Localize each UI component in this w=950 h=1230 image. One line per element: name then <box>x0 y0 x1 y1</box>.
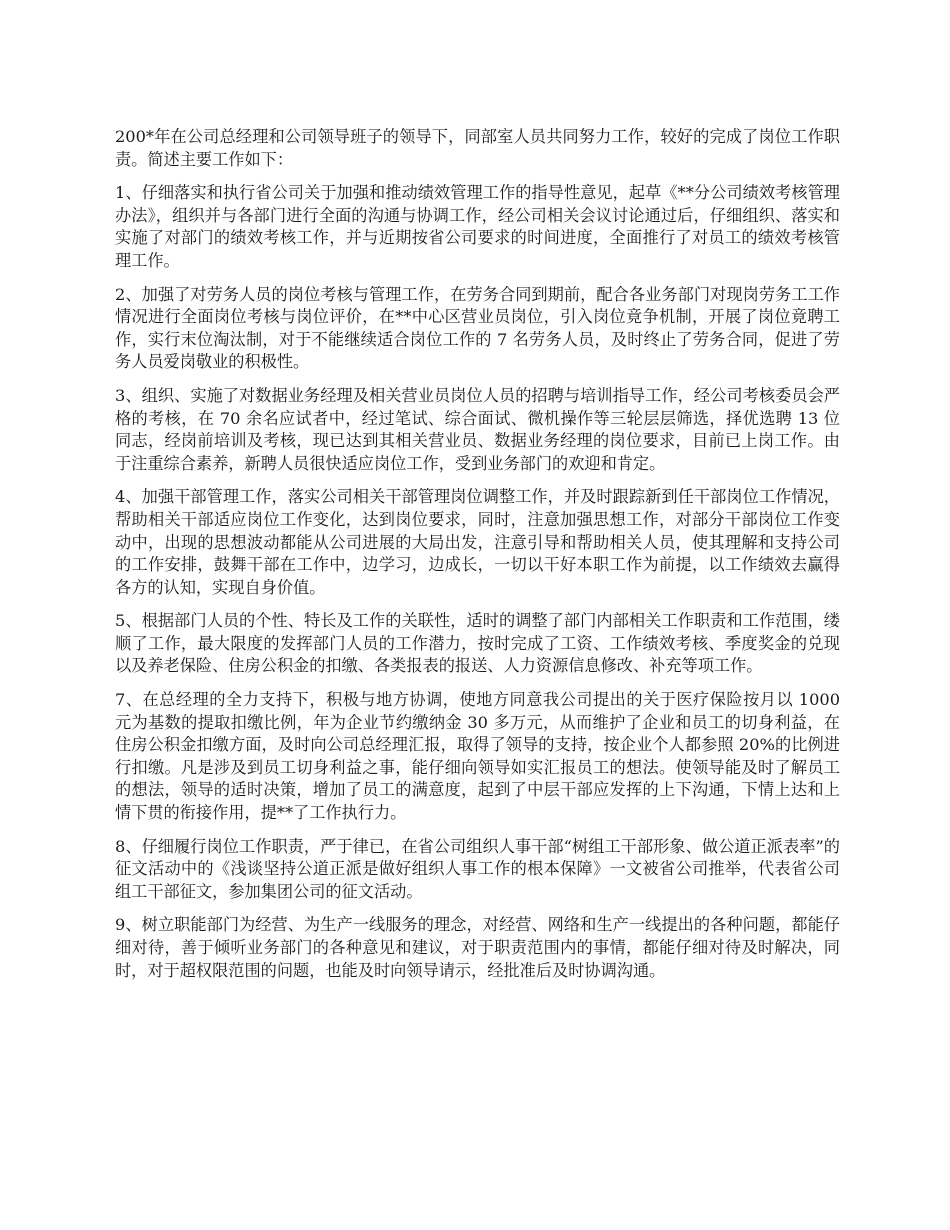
item-paragraph-8: 8、仔细履行岗位工作职责，严于律已，在省公司组织人事干部“树组工干部形象、做公道正派表率”的征文活动中的《浅谈坚持公道正派是做好组织人事工作的根本保障》一文被省公司推举，代表省公司组工干部征文，参加集团公司的征文活动。 <box>115 836 840 901</box>
item-paragraph-1: 1、仔细落实和执行省公司关于加强和推动绩效管理工作的指导性意见，起草《**分公司绩效考核管理办法》，组织并与各部门进行全面的沟通与协调工作，经公司相关会议讨论通过后，仔细组织、落实和实施了对部门的绩效考核工作，并与近期按省公司要求的时间进度，全面推行了对员工的绩效考核管理工作。 <box>115 183 840 270</box>
item-paragraph-7: 7、在总经理的全力支持下，积极与地方协调，使地方同意我公司提出的关于医疗保险按月以 1000 元为基数的提取扣缴比例，年为企业节约缴纳金 30 多万元，从而维护了企业和员工的切身利益，在住房公积金扣缴方面，及时向公司总经理汇报，取得了领导的支持，按企业个人都参照 20%的比例进行扣缴。凡是涉及到员工切身利益之事，能仔细向领导如实汇报员工的想法。使领导能及时了解员工的想法，领导的适时决策，增加了员工的满意度，起到了中层干部应发挥的上下沟通，下情上达和上情下贯的衔接作用，提**了工作执行力。 <box>115 690 840 823</box>
item-paragraph-9: 9、树立职能部门为经营、为生产一线服务的理念，对经营、网络和生产一线提出的各种问题，都能仔细对待，善于倾听业务部门的各种意见和建议，对于职责范围内的事情，都能仔细对待及时解决，同时，对于超权限范围的问题，也能及时向领导请示，经批准后及时协调沟通。 <box>115 915 840 980</box>
item-paragraph-3: 3、组织、实施了对数据业务经理及相关营业员岗位人员的招聘与培训指导工作，经公司考核委员会严格的考核，在 70 余名应试者中，经过笔试、综合面试、微机操作等三轮层层筛选，择优选聘 13 位同志，经岗前培训及考核，现已达到其相关营业员、数据业务经理的岗位要求，目前已上岗工作。由于注重综合素养，新聘人员很快适应岗位工作，受到业务部门的欢迎和肯定。 <box>115 385 840 473</box>
intro-paragraph: 200*年在公司总经理和公司领导班子的领导下，同部室人员共同努力工作，较好的完成了岗位工作职责。简述主要工作如下： <box>115 127 840 169</box>
item-paragraph-2: 2、加强了对劳务人员的岗位考核与管理工作，在劳务合同到期前，配合各业务部门对现岗劳务工工作情况进行全面岗位考核与岗位评价，在**中心区营业员岗位，引入岗位竟争机制，开展了岗位竟聘工作，实行末位淘汰制，对于不能继续适合岗位工作的 7 名劳务人员，及时终止了劳务合同，促进了劳务人员爱岗敬业的积极性。 <box>115 284 840 372</box>
item-paragraph-4: 4、加强干部管理工作，落实公司相关干部管理岗位调整工作，并及时跟踪新到任干部岗位工作情况，帮助相关干部适应岗位工作变化，达到岗位要求，同时，注意加强思想工作，对部分干部岗位工作变动中，出现的思想波动都能从公司进展的大局出发，注意引导和帮助相关人员，使其理解和支持公司的工作安排，鼓舞干部在工作中，边学习，边成长，一切以干好本职工作为前提，以工作绩效去赢得各方的认知，实现自身价值。 <box>115 487 840 597</box>
document-body <box>115 126 840 993</box>
item-paragraph-5: 5、根据部门人员的个性、特长及工作的关联性，适时的调整了部门内部相关工作职责和工作范围，缕顺了工作，最大限度的发挥部门人员的工作潜力，按时完成了工资、工作绩效考核、季度奖金的兑现以及养老保险、住房公积金的扣缴、各类报表的报送、人力资源信息修改、补充等项工作。 <box>115 611 840 676</box>
